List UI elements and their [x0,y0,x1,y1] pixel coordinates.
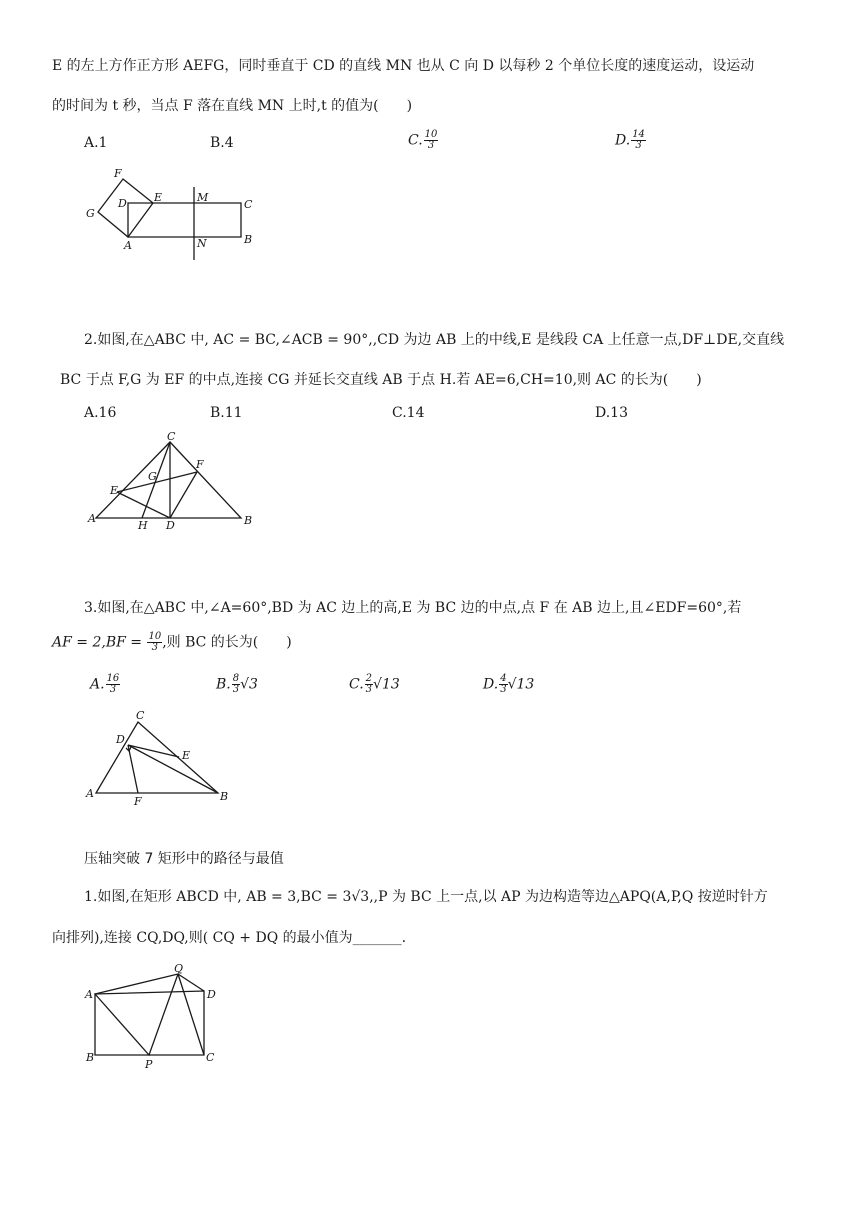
figure-square-rectangle [80,165,280,265]
problem2-text-line1: 2.如图,在△ABC 中, AC = BC,∠ACB = 90°,,CD 为边 AB 上的中线,E 是线段 CA 上任意一点,DF⊥DE,交直线 [84,332,785,348]
section-heading: 压轴突破 7 矩形中的路径与最值 [84,851,284,867]
problem3-text-line1: 3.如图,在△ABC 中,∠A=60°,BD 为 AC 边上的高,E 为 BC 边的中点,点 F 在 AB 边上,且∠EDF=60°,若 [84,600,742,616]
label-B: B [244,233,253,246]
p1-option-d: D. $\frac{14}{3}$ [615,129,645,151]
label-C: C [136,709,145,722]
label-F: F [114,167,122,180]
label-E: E [154,191,163,204]
problem1-text-line1: E 的左上方作正方形 AEFG，同时垂直于 CD 的直线 MN 也从 C 向 D 以每秒 2 个单位长度的速度运动，设运动 [52,58,755,74]
label-D: D [116,733,125,746]
label-C: C [167,430,176,443]
label-F: F [134,795,142,808]
label-F: F [196,458,204,471]
problem1-text-line2: 的时间为 t 秒，当点 F 落在直线 MN 上时,t 的值为( ) [52,98,413,114]
p2-option-b: B.11 [210,405,243,421]
problem3-text-line2: AF = 2,BF = $\frac{10}{3}$ ,则 BC 的长为( ) [52,631,292,653]
figure-triangle-abc-midpoint [84,430,264,540]
p1-option-c: C. $\frac{10}{3}$ [408,129,438,151]
p3-option-d: D. $\frac{4}{3}$ √13 [483,673,535,695]
problem4-text-line1: 1.如图,在矩形 ABCD 中, AB = 3,BC = 3√3,,P 为 BC 上一点,以 AP 为边构造等边△APQ(A,P,Q 按逆时针方 [84,889,768,905]
label-C: C [244,198,253,211]
label-A: A [86,787,94,800]
p2-option-a: A.16 [84,405,117,421]
label-D: D [207,988,216,1001]
p3-option-a: A. $\frac{16}{3}$ [90,673,120,695]
label-Q: Q [174,962,184,975]
p1-option-a: A.1 [84,135,108,151]
label-B: B [86,1051,95,1064]
figure-triangle-altitude [84,707,244,807]
label-A: A [124,239,132,252]
label-A: A [85,988,93,1001]
problem2-text-line2: BC 于点 F,G 为 EF 的中点,连接 CG 并延长交直线 AB 于点 H.若 AE=6,CH=10,则 AC 的长为( ) [60,372,702,388]
label-N: N [197,237,207,250]
p2-option-c: C.14 [392,405,425,421]
label-D: D [166,519,175,532]
p3-option-b: B. $\frac{8}{3}$ √3 [216,673,258,695]
p3-option-c: C. $\frac{2}{3}$ √13 [349,673,400,695]
label-G: G [86,207,95,220]
label-B: B [244,514,253,527]
label-D: D [118,197,127,210]
label-M: M [197,191,209,204]
label-B: B [220,790,229,803]
label-H: H [138,519,148,532]
problem4-text-line2: 向排列),连接 CQ,DQ,则( CQ + DQ 的最小值为_______. [52,930,407,946]
label-E: E [110,484,119,497]
p2-option-d: D.13 [595,405,628,421]
p1-option-b: B.4 [210,135,234,151]
figure-rectangle-equilateral [84,960,234,1075]
label-A: A [88,512,96,525]
label-P: P [145,1058,153,1071]
label-G: G [148,470,157,483]
label-C: C [206,1051,215,1064]
label-E: E [182,749,191,762]
